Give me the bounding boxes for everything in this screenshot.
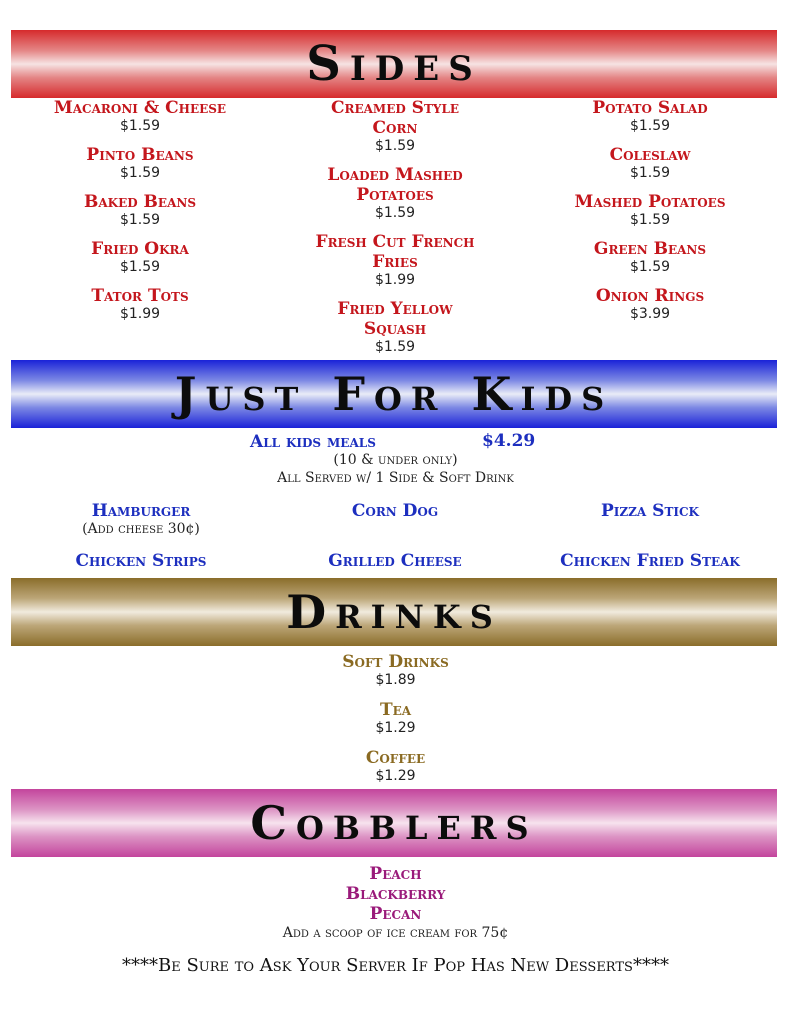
item-price: $1.29: [375, 720, 416, 736]
item-name: Fried Yellow Squash: [337, 299, 453, 339]
item-name: Baked Beans: [83, 192, 197, 212]
menu-item: [540, 239, 760, 276]
item-price: $1.59: [119, 165, 161, 181]
item-name: Corn Dog: [351, 501, 439, 521]
item-name: Soft Drinks: [342, 652, 449, 672]
menu-item: [30, 239, 250, 276]
item-price: $1.59: [629, 212, 671, 228]
kids-item-corn-dog: [280, 501, 510, 521]
menu-item: [540, 98, 760, 135]
item-name: Coffee: [365, 748, 426, 768]
menu-item: [30, 192, 250, 229]
item-price: $1.29: [375, 768, 416, 784]
item-name: Tator Tots: [91, 286, 189, 306]
item-name: Pinto Beans: [86, 145, 194, 165]
item-price: $1.59: [629, 259, 671, 275]
item-name: Chicken Strips: [75, 551, 207, 571]
menu-item: [540, 145, 760, 182]
item-price: $1.59: [374, 138, 416, 154]
kids-age-note: (10 & under only): [333, 452, 458, 468]
item-price: $1.59: [629, 118, 671, 134]
kids-item-chicken-fried-steak: [535, 551, 765, 571]
item-price: $1.59: [629, 165, 671, 181]
menu-item: [30, 145, 250, 182]
ice-cream-note: Add a scoop of ice cream for 75¢: [282, 925, 509, 941]
item-name: Macaroni & Cheese: [53, 98, 227, 118]
menu-item: [285, 98, 505, 155]
kids-meals-price: $4.29: [482, 431, 536, 451]
item-price: $3.99: [629, 306, 671, 322]
menu-item: [0, 700, 791, 737]
sides-banner: [11, 30, 777, 98]
item-name: Pizza Stick: [601, 501, 699, 521]
kids-item-pizza-stick: [535, 501, 765, 521]
menu-item: [0, 652, 791, 689]
item-name: Fresh Cut French Fries: [315, 232, 475, 272]
item-name: Loaded Mashed Potatoes: [327, 165, 463, 205]
item-price: $1.59: [374, 339, 416, 355]
drinks-title: Drinks: [286, 585, 502, 639]
kids-banner: [11, 360, 777, 428]
hamburger-cheese-note: (Add cheese 30¢): [82, 521, 200, 537]
item-price: $1.99: [374, 272, 416, 288]
item-price: $1.59: [119, 118, 161, 134]
kids-item-grilled-cheese: [280, 551, 510, 571]
drinks-list: [0, 652, 791, 795]
item-price: $1.99: [119, 306, 161, 322]
item-name: Grilled Cheese: [328, 551, 462, 571]
kids-title: Just For Kids: [174, 367, 614, 421]
item-name: Potato Salad: [592, 98, 708, 118]
cobbler-item: Blackberry: [345, 884, 446, 904]
cobblers-banner: [11, 789, 777, 857]
footer-note: ****Be Sure to Ask Your Server If Pop Has New Desserts****: [122, 955, 669, 976]
drinks-banner: [11, 578, 777, 646]
item-name: Creamed Style Corn: [330, 98, 460, 138]
sides-column-2: [285, 98, 505, 366]
menu-item: [30, 286, 250, 323]
menu-item: [540, 286, 760, 323]
menu-item: [285, 232, 505, 289]
item-name: Chicken Fried Steak: [560, 551, 740, 571]
item-price: $1.89: [375, 672, 416, 688]
kids-item-chicken-strips: [26, 551, 256, 571]
sides-column-1: [30, 98, 250, 333]
item-name: Coleslaw: [609, 145, 691, 165]
menu-item: [285, 165, 505, 222]
sides-column-3: [540, 98, 760, 333]
kids-meals-label: All kids meals: [250, 432, 376, 452]
item-name: Green Beans: [593, 239, 707, 259]
menu-item: [30, 98, 250, 135]
menu-item: [540, 192, 760, 229]
cobbler-item: Peach: [369, 864, 422, 884]
item-name: Onion Rings: [595, 286, 705, 306]
menu-item: [0, 748, 791, 785]
cobbler-item: Pecan: [369, 904, 422, 924]
kids-item-hamburger: [26, 501, 256, 538]
item-price: $1.59: [374, 205, 416, 221]
item-name: Tea: [379, 700, 412, 720]
item-name: Mashed Potatoes: [574, 192, 726, 212]
item-name: Hamburger: [91, 501, 191, 521]
item-price: $1.59: [119, 212, 161, 228]
cobblers-list: [0, 864, 791, 942]
cobblers-title: Cobblers: [250, 796, 538, 850]
sides-title: Sides: [306, 36, 482, 92]
item-price: $1.59: [119, 259, 161, 275]
kids-served-note: All Served w/ 1 Side & Soft Drink: [277, 470, 514, 486]
menu-item: [285, 299, 505, 356]
item-name: Fried Okra: [91, 239, 189, 259]
